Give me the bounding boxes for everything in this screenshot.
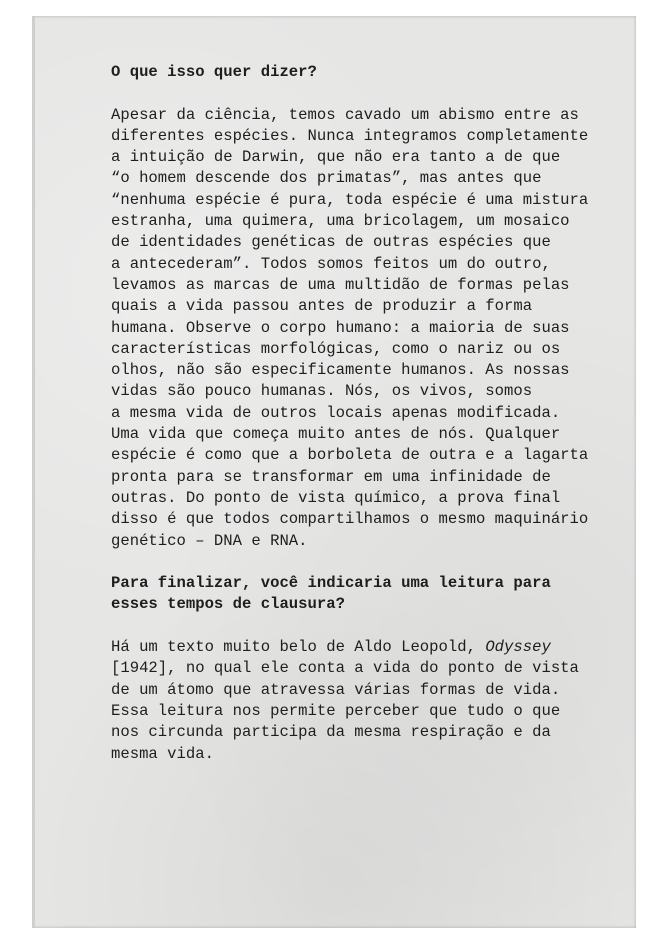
text-line: estranha, uma quimera, uma bricolagem, um mosaico (111, 212, 570, 231)
text-line: a intuição de Darwin, que não era tanto a de que (111, 148, 561, 167)
heading-line: esses tempos de clausura? (111, 595, 345, 614)
text-line: levamos as marcas de uma multidão de formas pelas (111, 275, 570, 294)
heading-line: Para finalizar, você indicaria uma leitura para (111, 574, 551, 593)
text-line: genético – DNA e RNA. (111, 531, 308, 550)
section-heading: O que isso quer dizer? (111, 63, 317, 81)
text-line: “nenhuma espécie é pura, toda espécie é uma mistura (111, 190, 589, 209)
text-line: [1942], no qual ele conta a vida do ponto de vista (111, 659, 579, 678)
text-line: humana. Observe o corpo humano: a maioria de suas (111, 318, 570, 337)
paragraph-leopold (111, 637, 611, 765)
text-line: Apesar da ciência, temos cavado um abismo entre as (111, 105, 579, 124)
text-line: de identidades genéticas de outras espécies que (111, 233, 551, 252)
text-line: Uma vida que começa muito antes de nós. Qualquer (111, 425, 561, 444)
text-line: espécie é como que a borboleta de outra e a lagarta (111, 446, 589, 465)
text-line: a mesma vida de outros locais apenas modificada. (111, 403, 561, 422)
book-page (32, 16, 636, 928)
text-line: olhos, não são especificamente humanos. As nossas (111, 361, 570, 380)
text-line: diferentes espécies. Nunca integramos completamente (111, 126, 589, 145)
text-line: características morfológicas, como o nariz ou os (111, 339, 561, 358)
text-line: disso é que todos compartilhamos o mesmo maquinário (111, 510, 589, 529)
text-line: nos circunda participa da mesma respiração e da (111, 723, 551, 742)
text-line: de um átomo que atravessa várias formas de vida. (111, 680, 561, 699)
text-span: Há um texto muito belo de Aldo Leopold, (111, 638, 486, 657)
paragraph-darwin (111, 105, 611, 552)
text-line: Essa leitura nos permite perceber que tudo o que (111, 701, 561, 720)
text-line: “o homem descende dos primatas”, mas antes que (111, 169, 542, 188)
section-heading-reading (111, 573, 611, 616)
text-line: quais a vida passou antes de produzir a forma (111, 297, 533, 316)
text-line (111, 637, 611, 658)
text-line: vidas são pouco humanas. Nós, os vivos, somos (111, 382, 533, 401)
text-line: mesma vida. (111, 744, 214, 763)
text-line: pronta para se transformar em uma infinidade de (111, 467, 551, 486)
text-line: a antecederam”. Todos somos feitos um do outro, (111, 254, 551, 273)
text-line: outras. Do ponto de vista químico, a prova final (111, 488, 561, 507)
book-title: Odyssey (485, 638, 551, 657)
page-edge (32, 16, 35, 928)
page-text (111, 62, 611, 765)
